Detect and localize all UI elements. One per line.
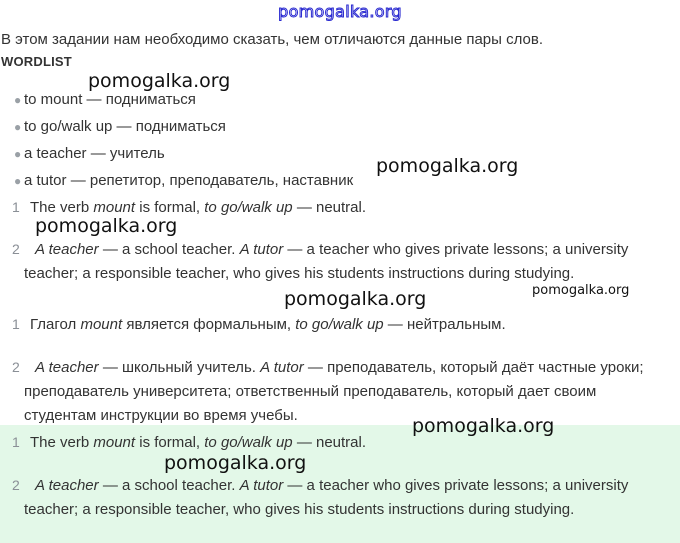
watermark: pomogalka.org (35, 215, 178, 237)
intro-text: В этом задании нам необходимо сказать, чем отличаются данные пары слов. (1, 31, 543, 48)
bullet-dot-icon: ● (14, 147, 22, 161)
watermark: pomogalka.org (376, 155, 519, 177)
watermark: pomogalka.org (284, 288, 427, 310)
answer-ru-1: 1 Глагол mount является формальным, to go/walk up — нейтральным. (12, 316, 506, 333)
answer-en-2-highlighted: A teacher — a school teacher. A tutor — a teacher who gives private lessons; a university teacher; a responsible teacher, who gives his students instructions during studying. (24, 477, 629, 518)
wordlist-item: ● to go/walk up — подниматься (14, 118, 226, 135)
bullet-dot-icon: ● (14, 174, 22, 188)
answer-number: 2 (12, 477, 20, 493)
answer-number: 1 (12, 316, 20, 332)
answer-number: 2 (12, 359, 20, 375)
wordlist-heading: WORDLIST (1, 54, 72, 69)
watermark: pomogalka.org (532, 283, 630, 298)
answer-en-1: 1 The verb mount is formal, to go/walk up — neutral. (12, 199, 367, 216)
watermark: pomogalka.org (412, 415, 555, 437)
watermark-top: pomogalka.org (278, 2, 402, 21)
wordlist-item: ● a teacher — учитель (14, 145, 165, 162)
bullet-dot-icon: ● (14, 93, 22, 107)
watermark: pomogalka.org (164, 452, 307, 474)
bullet-dot-icon: ● (14, 120, 22, 134)
answer-en-2: A teacher — a school teacher. A tutor — a teacher who gives private lessons; a university teacher; a responsible teacher, who gives his students instructions during studying. (24, 241, 629, 282)
wordlist-item: ● a tutor — репетитор, преподаватель, наставник (14, 172, 354, 189)
wordlist-item: ● to mount — подниматься (14, 91, 196, 108)
watermark: pomogalka.org (88, 70, 231, 92)
answer-number: 1 (12, 434, 20, 450)
answer-number: 2 (12, 241, 20, 257)
answer-ru-2: A teacher — школьный учитель. A tutor — преподаватель, который даёт частные уроки; преподаватель университета; ответственный преподаватель, который дает своим студентам инструкции во время учебы. (24, 359, 644, 424)
answer-number: 1 (12, 199, 20, 215)
answer-en-1-highlighted: 1 The verb mount is formal, to go/walk up — neutral. (12, 434, 367, 451)
